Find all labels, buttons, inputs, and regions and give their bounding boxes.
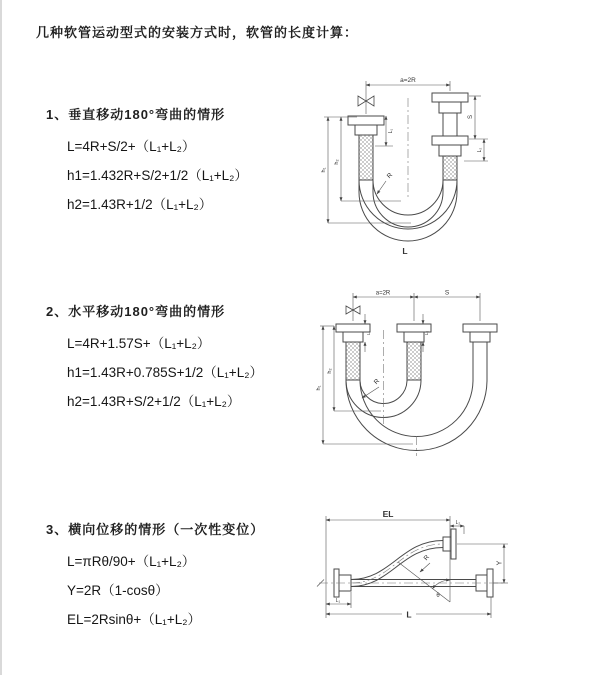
- page-title: 几种软管运动型式的安装方式时，软管的长度计算：: [36, 25, 359, 40]
- formula-line: L=4R+1.57S+（L₁+L₂）: [67, 336, 211, 351]
- formula-block: [67, 132, 316, 219]
- hose-drawing: [334, 529, 493, 597]
- scan-edge-artifact: [0, 0, 2, 675]
- dim-label-h2: h₂: [334, 159, 340, 165]
- hose-drawing: [336, 306, 497, 451]
- dim-label-h1: h₁: [316, 385, 322, 391]
- dim-label-a2r: a=2R: [375, 290, 391, 297]
- dim-label-a2r: a=2R: [400, 77, 416, 84]
- section-lateral-displacement: [46, 519, 316, 634]
- dim-label-r: R: [422, 553, 432, 563]
- dim-label-l1: L₁: [366, 330, 371, 336]
- dim-label-s: S: [444, 289, 450, 297]
- section-heading: 2、水平移动180°弯曲的情形: [46, 304, 226, 319]
- formula-line: Y=2R（1-cosθ）: [67, 583, 169, 598]
- formula-line: L=πRθ/90+（L₁+L₂）: [67, 554, 196, 569]
- formula-line: EL=2Rsinθ+（L₁+L₂）: [67, 612, 201, 627]
- formula-line: h2=1.43R+1/2（L₁+L₂）: [67, 197, 213, 212]
- dim-label-h1: h₁: [321, 167, 327, 173]
- diagram-vertical-bend-svg: [303, 70, 583, 260]
- diagram-horizontal-bend: [303, 286, 585, 476]
- section-heading: 1、垂直移动180°弯曲的情形: [46, 107, 226, 122]
- formula-line: h1=1.43R+0.785S+1/2（L₁+L₂）: [67, 365, 263, 380]
- section-vertical-movement: [46, 104, 316, 219]
- dim-label-s: S: [468, 114, 474, 120]
- formula-block: [67, 329, 316, 416]
- dim-label-l2: L₂: [424, 330, 429, 336]
- diagram-lateral-displacement: [306, 502, 591, 657]
- diagram-horizontal-bend-svg: [303, 286, 585, 471]
- formula-line: h1=1.432R+S/2+1/2（L₁+L₂）: [67, 168, 248, 183]
- formula-block: [67, 547, 316, 634]
- dimension-lines: [326, 516, 508, 618]
- section-heading: 3、横向位移的情形（一次性变位）: [46, 522, 265, 537]
- dim-label-h2: h₂: [327, 368, 333, 374]
- dim-label-r: R: [385, 171, 395, 181]
- dim-label-l1: L₁: [388, 128, 394, 134]
- dim-label-r: R: [372, 377, 382, 387]
- dim-label-theta: θ: [436, 593, 440, 599]
- dim-label-l2: L₂: [455, 520, 461, 526]
- formula-line: L=4R+S/2+（L₁+L₂）: [67, 139, 196, 154]
- dim-label-el: EL: [382, 509, 394, 519]
- dim-label-l: L: [406, 609, 412, 620]
- dim-label-l1: L₁: [335, 598, 341, 604]
- dimension-lines: [320, 290, 480, 444]
- dim-label-y: Y: [496, 560, 504, 566]
- diagram-vertical-bend: [303, 70, 583, 265]
- dim-label-l2: L₂: [477, 147, 483, 153]
- dim-label-l: L: [402, 246, 408, 256]
- diagram-lateral-displacement-svg: [306, 502, 591, 652]
- section-horizontal-movement: [46, 301, 316, 416]
- formula-line: h2=1.43R+S/2+1/2（L₁+L₂）: [67, 394, 241, 409]
